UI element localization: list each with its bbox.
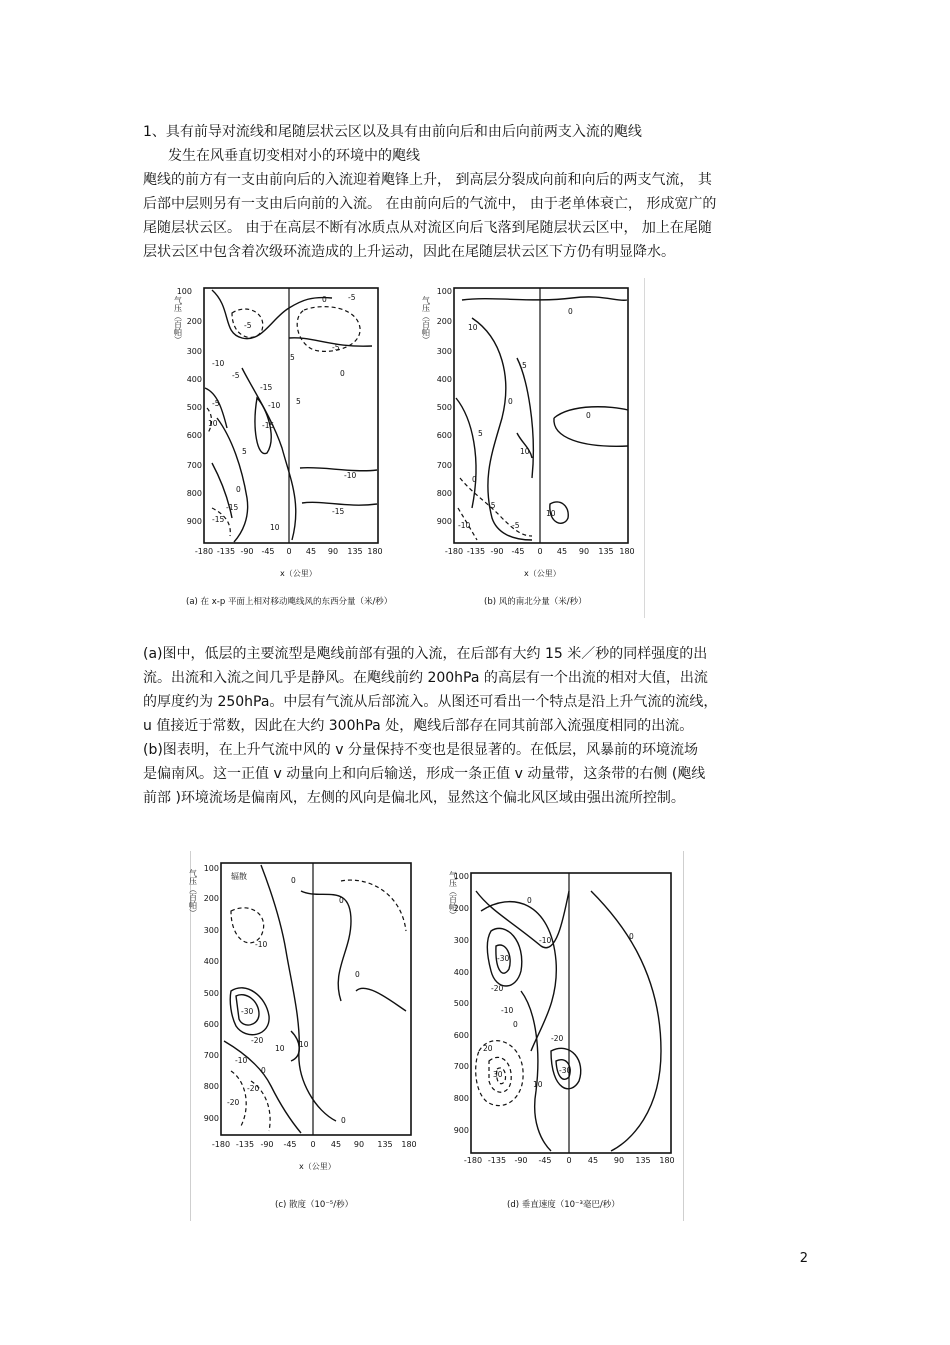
svg-text:0: 0 xyxy=(341,1116,346,1125)
svg-text:-30: -30 xyxy=(559,1066,572,1075)
svg-text:-20: -20 xyxy=(551,1034,564,1043)
svg-text:800: 800 xyxy=(203,1082,219,1091)
svg-text:-5: -5 xyxy=(212,399,220,408)
paragraph-line: u 值接近于常数，因此在大约 300hPa 处，飑线后部存在同其前部入流强度相同的出流。 xyxy=(143,718,694,734)
svg-text:0: 0 xyxy=(513,1020,518,1029)
ytick: 500 xyxy=(186,403,202,412)
svg-text:5: 5 xyxy=(242,447,247,456)
xtick: 135 xyxy=(347,547,363,556)
svg-text:-20: -20 xyxy=(227,1098,240,1107)
svg-text:300: 300 xyxy=(203,926,219,935)
svg-text:-135: -135 xyxy=(235,1140,255,1149)
panel-b-xlabel: x（公里） xyxy=(524,569,561,578)
ytick: 700 xyxy=(436,461,452,470)
svg-text:180: 180 xyxy=(659,1156,675,1165)
svg-text:135: 135 xyxy=(635,1156,651,1165)
svg-text:100: 100 xyxy=(203,864,219,873)
section-subheading: 发生在风垂直切变相对小的环境中的飑线 xyxy=(168,148,420,164)
xtick: 180 xyxy=(619,547,635,556)
svg-text:5: 5 xyxy=(296,397,301,406)
ytick: 300 xyxy=(186,347,202,356)
svg-text:-5: -5 xyxy=(232,371,240,380)
svg-text:-5: -5 xyxy=(488,501,496,510)
panel-b-yaxis-label: 气压（百帕） xyxy=(421,296,431,344)
paragraph-line: 前部 )环境流场是偏南风，左侧的风向是偏北风，显然这个偏北风区域由强出流所控制。 xyxy=(143,790,685,806)
svg-text:-20: -20 xyxy=(251,1036,264,1045)
svg-text:90: 90 xyxy=(613,1156,625,1165)
panel-a-yaxis-label: 气压（百帕） xyxy=(173,296,183,344)
svg-text:-15: -15 xyxy=(260,383,273,392)
svg-text:180: 180 xyxy=(401,1140,417,1149)
svg-text:-10: -10 xyxy=(235,1056,248,1065)
svg-text:0: 0 xyxy=(527,896,532,905)
xtick: -90 xyxy=(240,547,254,556)
svg-text:-15: -15 xyxy=(212,515,225,524)
svg-text:0: 0 xyxy=(566,1156,572,1165)
xtick: -135 xyxy=(216,547,236,556)
svg-text:30: 30 xyxy=(493,1070,503,1079)
ytick: 400 xyxy=(436,375,452,384)
ytick: 500 xyxy=(436,403,452,412)
panel-a-dashed-contours xyxy=(207,307,360,536)
svg-text:400: 400 xyxy=(453,968,469,977)
xtick: 135 xyxy=(598,547,614,556)
ytick: 200 xyxy=(186,317,202,326)
ytick: 800 xyxy=(436,489,452,498)
ytick: 300 xyxy=(436,347,452,356)
svg-text:-20: -20 xyxy=(491,984,504,993)
svg-text:135: 135 xyxy=(377,1140,393,1149)
svg-text:800: 800 xyxy=(453,1094,469,1103)
xtick: 180 xyxy=(367,547,383,556)
svg-text:0: 0 xyxy=(568,307,573,316)
panel-a-xlabel: x（公里） xyxy=(280,569,317,578)
svg-text:700: 700 xyxy=(453,1062,469,1071)
ytick: 400 xyxy=(186,375,202,384)
xtick: -135 xyxy=(466,547,486,556)
svg-text:500: 500 xyxy=(203,989,219,998)
paragraph-line: 层状云区中包含着次级环流造成的上升运动，因此在尾随层状云区下方仍有明显降水。 xyxy=(143,244,675,260)
paragraph-line: 是偏南风。这一正值 v 动量向上和向后输送，形成一条正值 v 动量带，这条带的右侧 (飑线 xyxy=(143,766,706,782)
svg-text:-10: -10 xyxy=(344,471,357,480)
svg-text:200: 200 xyxy=(203,894,219,903)
xtick: -45 xyxy=(511,547,525,556)
ytick: 800 xyxy=(186,489,202,498)
svg-text:600: 600 xyxy=(453,1031,469,1040)
svg-text:10: 10 xyxy=(299,1040,309,1049)
svg-text:-10: -10 xyxy=(255,940,268,949)
svg-text:-90: -90 xyxy=(514,1156,528,1165)
figure-1-graphic xyxy=(172,278,644,618)
svg-text:-15: -15 xyxy=(332,507,345,516)
panel-b-frame xyxy=(454,288,628,543)
svg-text:900: 900 xyxy=(453,1126,469,1135)
ytick: 600 xyxy=(436,431,452,440)
xtick: -180 xyxy=(444,547,464,556)
panel-b-caption: (b) 风的南北分量（米/秒） xyxy=(484,597,587,607)
svg-text:45: 45 xyxy=(330,1140,342,1149)
svg-text:-10: -10 xyxy=(501,1006,514,1015)
ytick: 900 xyxy=(436,517,452,526)
svg-text:-10: -10 xyxy=(539,936,552,945)
svg-text:200: 200 xyxy=(453,904,469,913)
svg-text:0: 0 xyxy=(261,1066,266,1075)
svg-text:-180: -180 xyxy=(211,1140,231,1149)
ytick: 100 xyxy=(176,287,192,296)
panel-c-corner-label: 辐散 xyxy=(231,872,247,881)
ytick: 600 xyxy=(186,431,202,440)
ytick: 200 xyxy=(436,317,452,326)
svg-text:900: 900 xyxy=(203,1114,219,1123)
svg-text:-30: -30 xyxy=(497,954,510,963)
svg-text:5: 5 xyxy=(522,361,527,370)
panel-a-caption: (a) 在 x-p 平面上相对移动飑线风的东西分量（米/秒） xyxy=(186,597,393,607)
xtick: 45 xyxy=(305,547,317,556)
paragraph-line: 流。出流和入流之间几乎是静风。在飑线前约 200hPa 的高层有一个出流的相对大值，出流 xyxy=(143,670,708,686)
svg-text:10: 10 xyxy=(270,523,280,532)
svg-text:0: 0 xyxy=(339,896,344,905)
svg-text:0: 0 xyxy=(355,970,360,979)
svg-text:100: 100 xyxy=(453,872,469,881)
paragraph-line: 的厚度约为 250hPa。中层有气流从后部流入。从图还可看出一个特点是沿上升气流的流线， xyxy=(143,694,718,710)
svg-text:-10: -10 xyxy=(212,359,225,368)
svg-text:-5: -5 xyxy=(512,521,520,530)
svg-text:0: 0 xyxy=(322,295,327,304)
xtick: -45 xyxy=(261,547,275,556)
xtick: 0 xyxy=(286,547,292,556)
svg-text:0: 0 xyxy=(629,932,634,941)
svg-text:45: 45 xyxy=(587,1156,599,1165)
svg-text:0: 0 xyxy=(586,411,591,420)
xtick: 0 xyxy=(537,547,543,556)
panel-c-frame xyxy=(221,863,411,1135)
figure-2 xyxy=(190,851,684,1221)
svg-text:400: 400 xyxy=(203,957,219,966)
paragraph-line: 后部中层则另有一支由后向前的入流。 在由前向后的气流中， 由于老单体衰亡， 形成宽广的 xyxy=(143,196,717,212)
paragraph-line: 飑线的前方有一支由前向后的入流迎着飑锋上升， 到高层分裂成向前和向后的两支气流， 其 xyxy=(143,172,712,188)
svg-text:10: 10 xyxy=(546,509,556,518)
page-number: 2 xyxy=(799,1251,808,1266)
svg-text:0: 0 xyxy=(236,485,241,494)
xtick: 90 xyxy=(327,547,339,556)
paragraph-line: (a)图中，低层的主要流型是飑线前部有强的入流，在后部有大约 15 米／秒的同样强度的出 xyxy=(143,646,708,662)
svg-text:0: 0 xyxy=(508,397,513,406)
svg-text:10: 10 xyxy=(275,1044,285,1053)
svg-text:0: 0 xyxy=(291,876,296,885)
panel-c-xlabel: x（公里） xyxy=(299,1162,336,1171)
paragraph-line: (b)图表明，在上升气流中风的 v 分量保持不变也是很显著的。在低层，风暴前的环境流场 xyxy=(143,742,698,758)
svg-text:0: 0 xyxy=(472,475,477,484)
xtick: -90 xyxy=(490,547,504,556)
panel-b-contours xyxy=(456,297,628,540)
xtick: 45 xyxy=(556,547,568,556)
svg-text:10: 10 xyxy=(468,323,478,332)
figure-1 xyxy=(172,278,645,618)
svg-text:-180: -180 xyxy=(463,1156,483,1165)
svg-text:-135: -135 xyxy=(487,1156,507,1165)
svg-text:5: 5 xyxy=(478,429,483,438)
panel-c-yaxis-label: 气压（百帕） xyxy=(188,869,198,917)
svg-text:500: 500 xyxy=(453,999,469,1008)
svg-text:-10: -10 xyxy=(458,521,471,530)
svg-text:-30: -30 xyxy=(241,1007,254,1016)
svg-text:-45: -45 xyxy=(538,1156,552,1165)
svg-text:-10: -10 xyxy=(268,401,281,410)
svg-text:-5: -5 xyxy=(332,343,340,352)
svg-text:-5: -5 xyxy=(348,293,356,302)
svg-text:10: 10 xyxy=(208,419,218,428)
ytick: 700 xyxy=(186,461,202,470)
svg-text:600: 600 xyxy=(203,1020,219,1029)
panel-c-caption: (c) 散度（10⁻⁵/秒） xyxy=(275,1200,354,1210)
section-heading: 1、具有前导对流线和尾随层状云区以及具有由前向后和由后向前两支入流的飑线 xyxy=(143,124,642,140)
svg-text:10: 10 xyxy=(520,447,530,456)
svg-text:0: 0 xyxy=(340,369,345,378)
svg-text:90: 90 xyxy=(353,1140,365,1149)
panel-d-caption: (d) 垂直速度（10⁻³毫巴/秒） xyxy=(507,1200,620,1210)
svg-text:-15: -15 xyxy=(262,421,275,430)
figure-2-graphic xyxy=(188,851,683,1221)
svg-text:-20: -20 xyxy=(247,1084,260,1093)
svg-text:-5: -5 xyxy=(244,321,252,330)
xtick: 90 xyxy=(578,547,590,556)
svg-text:-45: -45 xyxy=(283,1140,297,1149)
svg-text:5: 5 xyxy=(290,353,295,362)
svg-text:10: 10 xyxy=(533,1080,543,1089)
svg-text:-90: -90 xyxy=(260,1140,274,1149)
svg-text:700: 700 xyxy=(203,1051,219,1060)
svg-text:300: 300 xyxy=(453,936,469,945)
paragraph-line: 尾随层状云区。 由于在高层不断有冰质点从对流区向后飞落到尾随层状云区中， 加上在尾随 xyxy=(143,220,712,236)
panel-d-yaxis-label: 气压（百帕） xyxy=(448,871,458,919)
svg-text:0: 0 xyxy=(310,1140,316,1149)
ytick: 100 xyxy=(436,287,452,296)
svg-text:20: 20 xyxy=(483,1044,493,1053)
svg-text:-15: -15 xyxy=(226,503,239,512)
ytick: 900 xyxy=(186,517,202,526)
xtick: -180 xyxy=(194,547,214,556)
